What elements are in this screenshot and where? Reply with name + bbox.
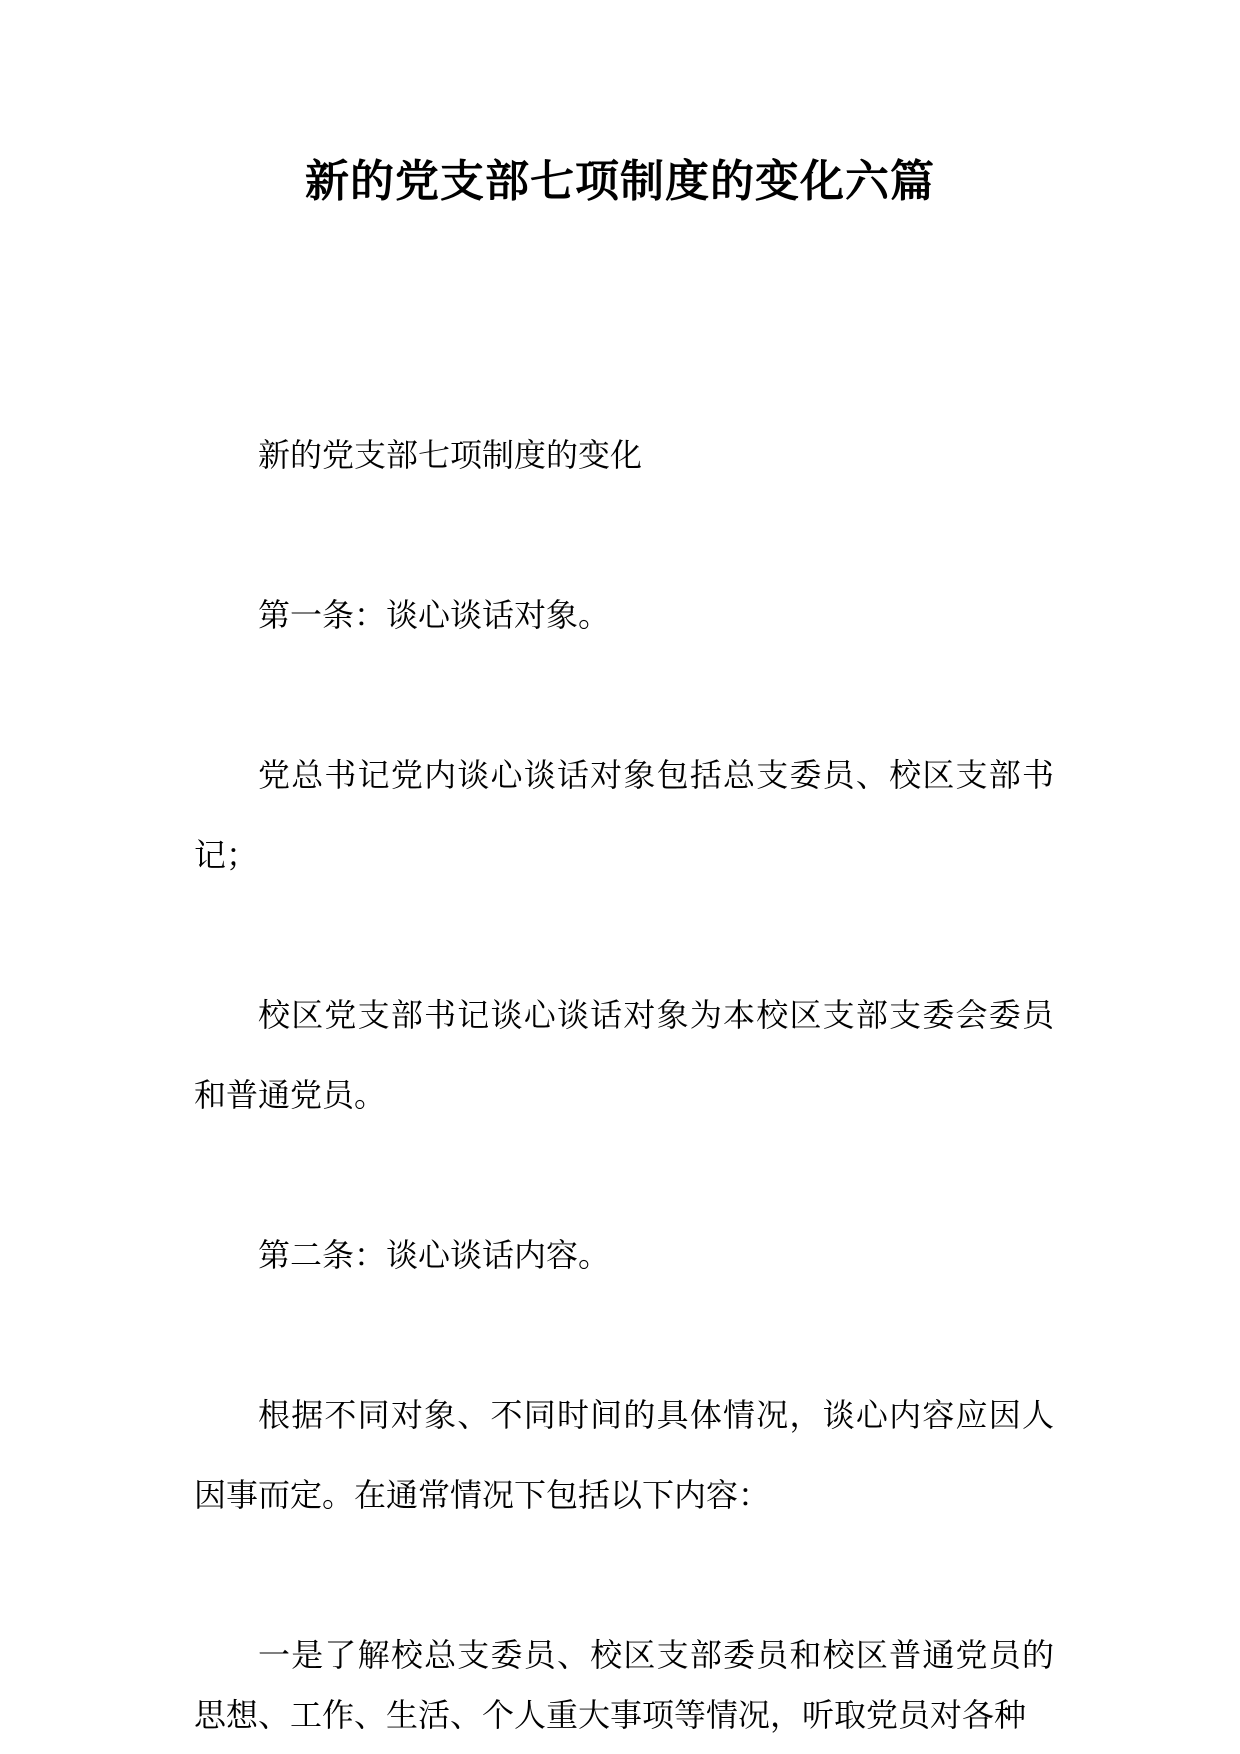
paragraph-talk-content: 根据不同对象、不同时间的具体情况，谈心内容应因人因事而定。在通常情况下包括以下内容： xyxy=(194,1396,1054,1514)
paragraph-item-one: 一是了解校总支委员、校区支部委员和校区普通党员的思想、工作、生活、个人重大事项等情况，听取党员对各种 xyxy=(194,1636,1054,1734)
document-title: 新的党支部七项制度的变化六篇 xyxy=(305,156,935,207)
paragraph-branch-secretary-targets: 校区党支部书记谈心谈话对象为本校区支部支委会委员和普通党员。 xyxy=(194,996,1054,1114)
paragraph-article-1-heading: 第一条：谈心谈话对象。 xyxy=(258,596,611,634)
paragraph-general-secretary-targets: 党总书记党内谈心谈话对象包括总支委员、校区支部书记； xyxy=(194,756,1054,874)
paragraph-subtitle: 新的党支部七项制度的变化 xyxy=(258,436,643,474)
paragraph-article-2-heading: 第二条：谈心谈话内容。 xyxy=(258,1236,611,1274)
